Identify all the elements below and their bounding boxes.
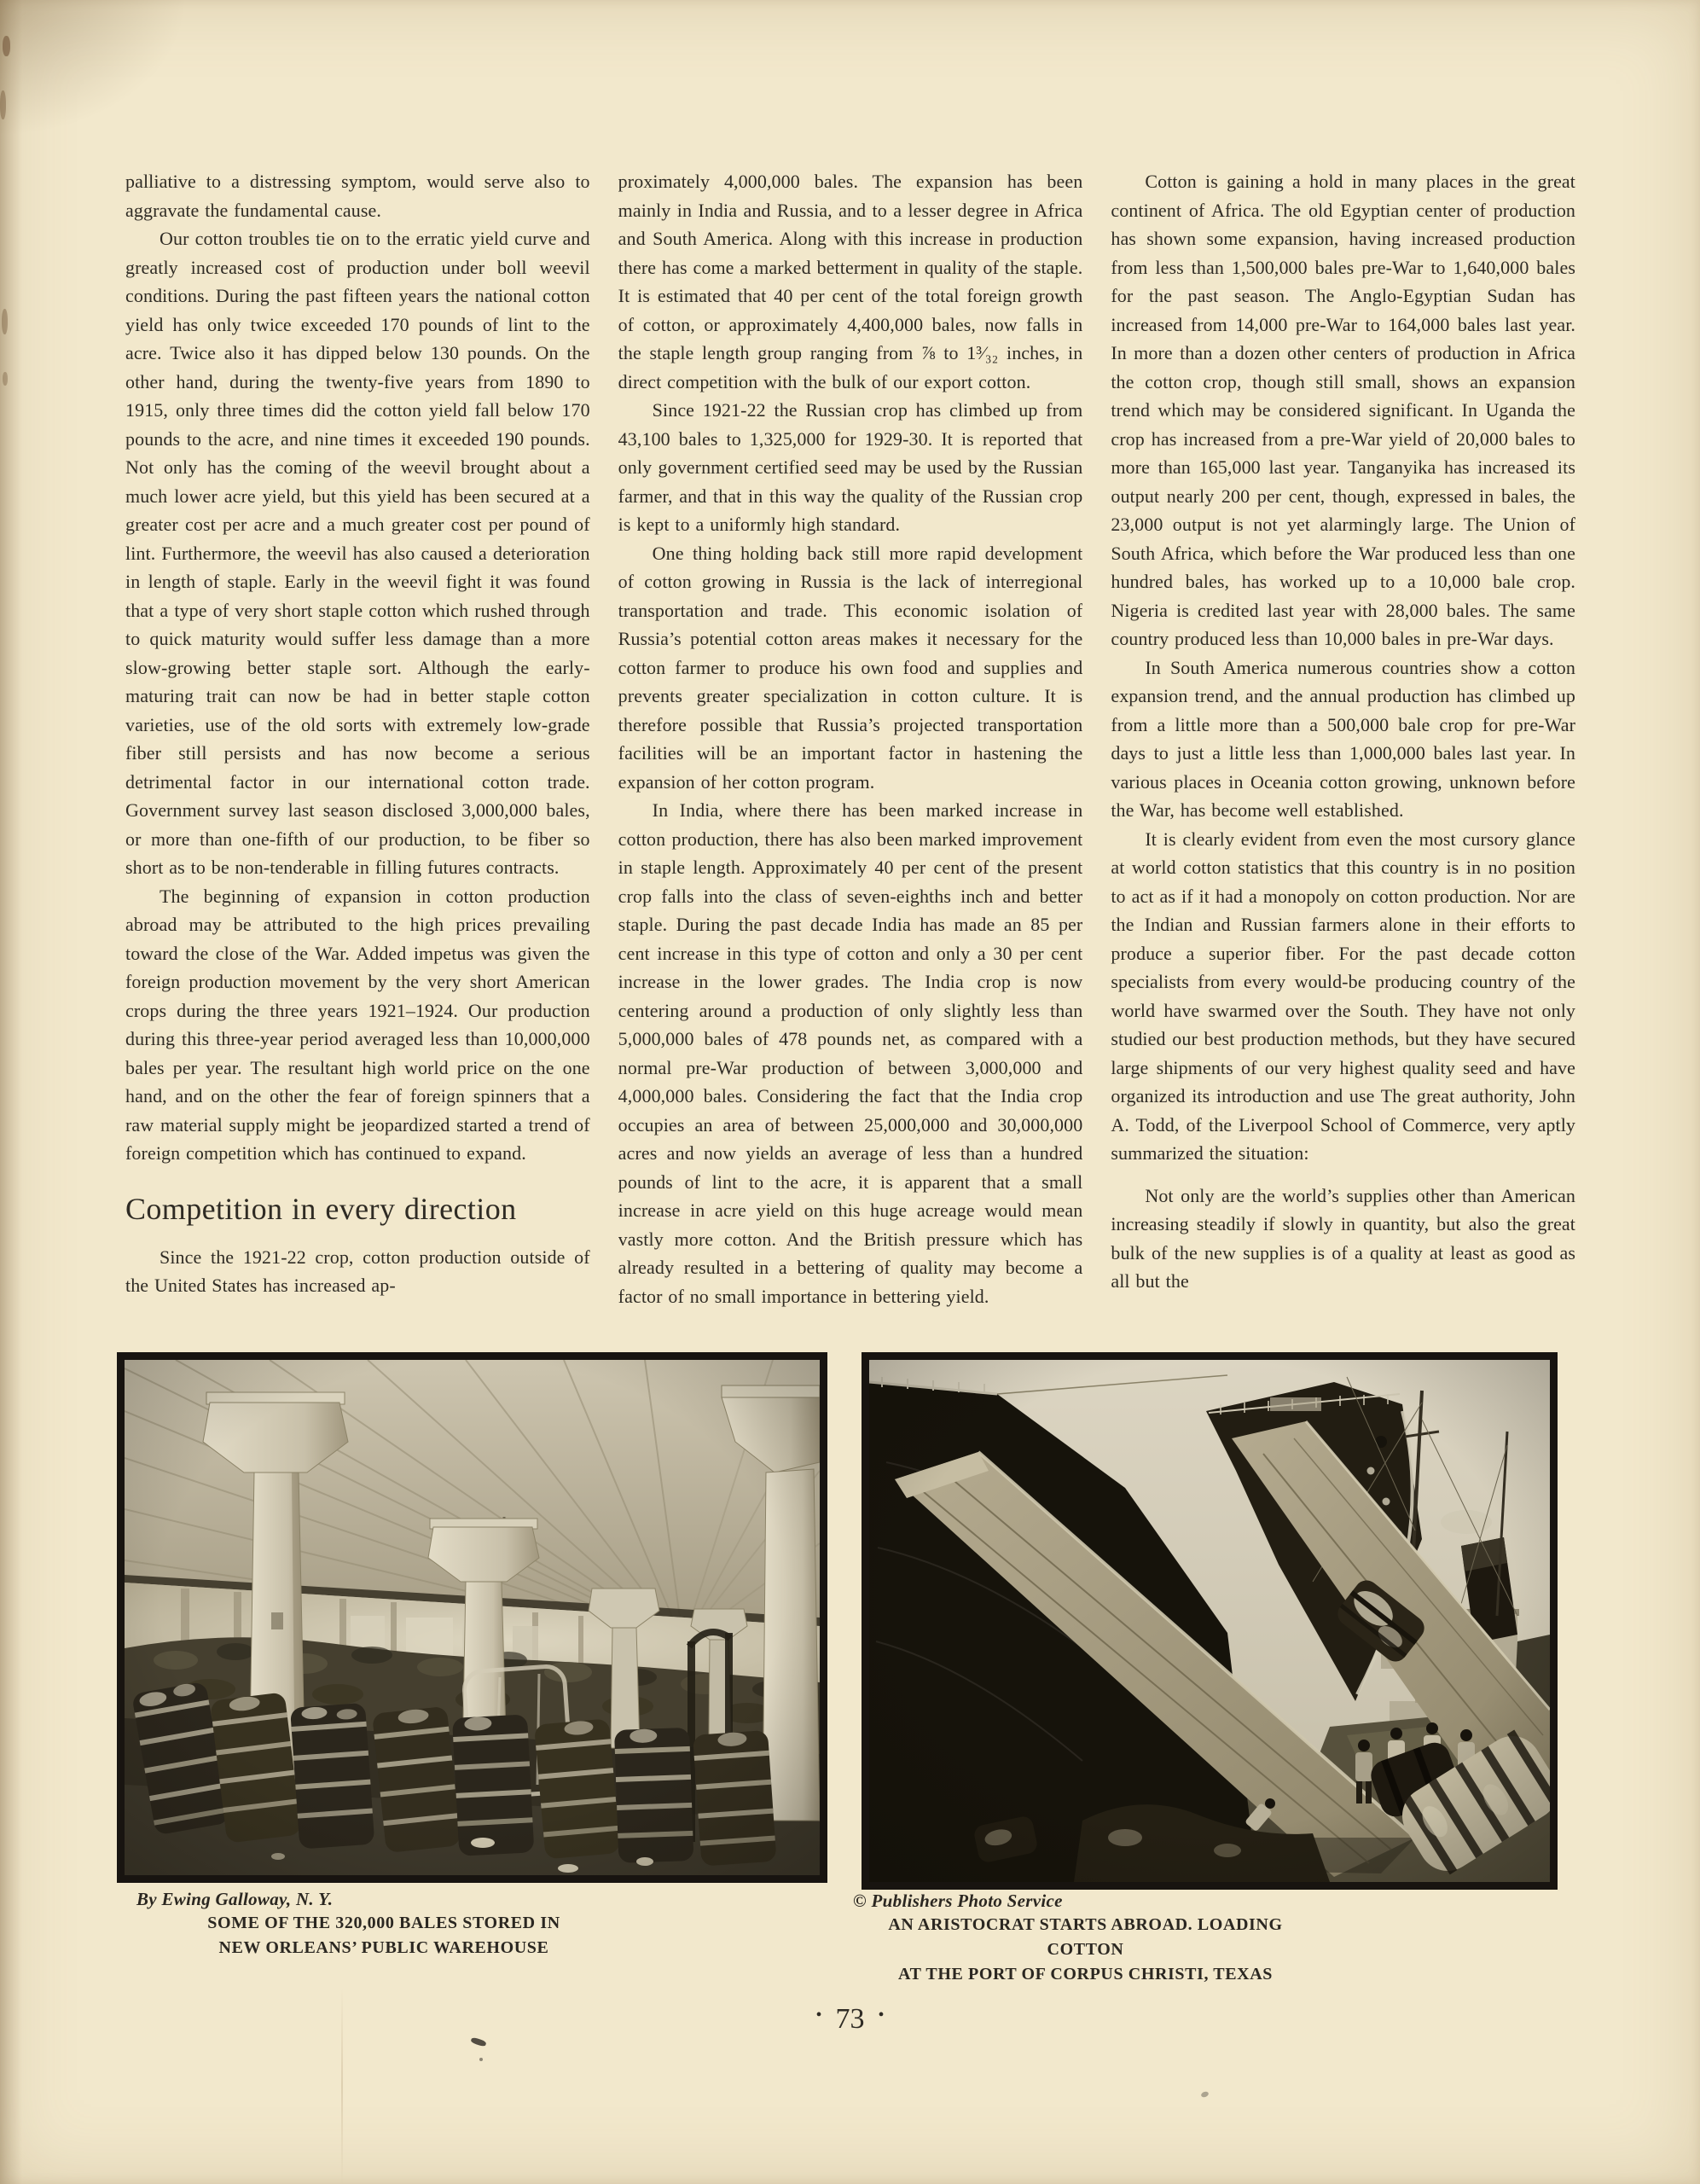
warehouse-photo-illustration xyxy=(125,1360,820,1875)
warehouse-photo xyxy=(117,1352,827,1883)
ship-photo-illustration xyxy=(869,1360,1550,1882)
folio-dot: • xyxy=(878,2006,885,2024)
photo-caption-left xyxy=(145,1911,623,1960)
paragraph: It is clearly evident from even the most cursory glance at world cotton statistics that this country is in no position to act as if it had a monopoly on cotton production. Nor are the Indian and Russian farmers alone in their efforts to produce a superior fiber. For the past decade cotton specialists from every would-be producing country of the world have swarmed over the South. They have not only studied our best production methods, but they have secured large shipments of our very highest quality seed and have organized its introduction and use The great authority, John A. Todd, of the Liverpool School of Commerce, very aptly summarized the situation: xyxy=(1111,828,1576,1164)
page-number xyxy=(0,2003,1700,2036)
page-corner-shade xyxy=(0,0,188,136)
article-columns xyxy=(125,167,1575,1345)
paragraph: proximately 4,000,000 bales. The expansion has been mainly in India and Russia, and to a lesser degree in Africa and South America. Along with this increase in production there has come a marked betterment in quality of the staple. It is estimated that 40 per cent of the total foreign growth of cotton, or approximately 4,400,000 bales, now falls in the staple length group ranging from ⅞ to 1³⁄₃₂ inches, in direct competition with the bulk of our export cotton. xyxy=(618,171,1083,392)
paragraph: Since the 1921-22 crop, cotton production outside of the United States has increased ap- xyxy=(125,1246,590,1296)
paragraph: In India, where there has been marked increase in cotton production, there has also been marked improvement in staple length. Approximately 40 per cent of the present crop falls into the class of seven-eighths inch and better staple. During the past decade India has made an 85 per cent increase in this type of cotton and only a 30 per cent increase in the lower grades. The India crop is now centering around a production of only slightly less than 5,000,000 bales of 478 pounds net, as compared with a normal pre-War production of between 3,000,000 and 4,000,000 bales. Considering the fact that the India crop occupies an area of between 25,000,000 and 30,000,000 acres and now yields an average of less than a hundred pounds of lint to the acre, it is apparent that a small increase in acre yield on this huge acreage would mean vastly more cotton. And the British pressure which has already resulted in a bettering of quality may become a factor of no small importance in bettering yield. xyxy=(618,799,1083,1307)
folio-dot: • xyxy=(815,2006,822,2024)
paragraph: In South America numerous countries show a cotton expansion trend, and the annual production has climbed up from a little more than a 500,000 bale crop for pre-War days to just a little less than 1,000,000 bales last year. In various places in Oceania cotton growing, unknown before the War, has become well established. xyxy=(1111,656,1576,821)
ink-speck xyxy=(479,2058,483,2061)
paragraph: The beginning of expansion in cotton production abroad may be attributed to the high prices prevailing toward the close of the War. Added impetus was given the foreign production movement by the very short American crops during the three years 1921–1924. Our production during this three-year period averaged less than 10,000,000 bales per year. The resultant high world price on the one hand, and on the other the fear of foreign spinners that a raw material supply might be jeopardized started a trend of foreign competition which has continued to expand. xyxy=(125,885,590,1164)
ink-speck xyxy=(1200,2091,1210,2099)
binding-mark xyxy=(3,372,8,386)
binding-mark xyxy=(2,309,8,334)
caption-line: AT THE PORT OF CORPUS CHRISTI, TEXAS xyxy=(898,1965,1273,1984)
binding-mark xyxy=(3,36,10,56)
paragraph: Cotton is gaining a hold in many places in the great continent of Africa. The old Egyptian center of production has shown some expansion, having increased production from less than 1,500,000 bales pre-War to 1,640,000 bales for the past season. The Anglo-Egyptian Sudan has increased from 14,000 pre-War to 164,000 bales last year. In more than a dozen other centers of production in Africa the cotton crop, though still small, shows an expansion trend which may be considered significant. In Uganda the crop has increased from a pre-War yield of 20,000 bales to more than 165,000 last year. Tanganyika has increased its output nearly 200 per cent, though, expressed in bales, the 23,000 output is not yet alarmingly large. The Union of South Africa, which before the War produced less than one hundred bales, has worked up to a 10,000 bale crop. Nigeria is credited last year with 28,000 bales. The same country produced less than 10,000 bales in pre-War days. xyxy=(1111,171,1576,649)
photo-caption-right xyxy=(853,1913,1318,1987)
photo-credit-left: By Ewing Galloway, N. Y. xyxy=(136,1889,334,1909)
folio-number: 73 xyxy=(835,2003,865,2035)
binding-mark xyxy=(0,90,6,119)
column-1 xyxy=(125,167,590,1345)
section-heading: Competition in every direction xyxy=(125,1191,517,1226)
ink-speck xyxy=(470,2036,486,2047)
photo-credit-right: © Publishers Photo Service xyxy=(853,1891,1063,1911)
column-3 xyxy=(1111,167,1575,1345)
column-2 xyxy=(618,167,1083,1345)
caption-line: SOME OF THE 320,000 BALES STORED IN xyxy=(207,1914,560,1932)
ship-photo xyxy=(862,1352,1558,1890)
caption-line: AN ARISTOCRAT STARTS ABROAD. LOADING COTTON xyxy=(888,1915,1283,1959)
paragraph: Since 1921-22 the Russian crop has climbed up from 43,100 bales to 1,325,000 for 1929-30. It is reported that only government certified seed may be used by the Russian farmer, and that in this way the quality of the Russian crop is kept to a uniformly high standard. xyxy=(618,399,1083,535)
paper-crease xyxy=(341,1988,343,2184)
paragraph: Our cotton troubles tie on to the erratic yield curve and greatly increased cost of production under boll weevil conditions. During the past fifteen years the national cotton yield has only twice exceeded 170 pounds of lint to the acre. Twice also it has dipped below 130 pounds. On the other hand, during the twenty-five years from 1890 to 1915, only three times did the cotton yield fall below 170 pounds to the acre, and nine times it exceeded 190 pounds. Not only has the coming of the weevil brought about a much lower acre yield, but this yield has been secured at a greater cost per acre and a much greater cost per pound of lint. Furthermore, the weevil has also caused a deterioration in length of staple. Early in the weevil fight it was found that a type of very short staple cotton which rushed through to quick maturity would suffer less damage than a more slow-growing better staple sort. Although the early-maturing trait can now be had in better staple cotton varieties, use of the old sorts with extremely low-grade fiber still persists and has now become a serious detrimental factor in our international cotton trade. Government survey last season disclosed 3,000,000 bales, or more than one-fifth of our production, to be fiber so short as to be non-tenderable in filling futures contracts. xyxy=(125,228,590,878)
caption-line: NEW ORLEANS’ PUBLIC WAREHOUSE xyxy=(218,1938,549,1957)
paragraph: palliative to a distressing symptom, would serve also to aggravate the fundamental cause. xyxy=(125,171,590,221)
paragraph: One thing holding back still more rapid development of cotton growing in Russia is the lack of interregional transportation and trade. This economic isolation of Russia’s potential cotton areas makes it necessary for the cotton farmer to produce his own food and supplies and prevents greater specialization in cotton culture. It is therefore possible that Russia’s projected transportation facilities will be an important factor in hastening the expansion of her cotton program. xyxy=(618,542,1083,793)
block-quote: Not only are the world’s supplies other than American increasing steadily if slowly in quantity, but also the great bulk of the new supplies is of a quality at least as good as all but the xyxy=(1111,1184,1576,1292)
